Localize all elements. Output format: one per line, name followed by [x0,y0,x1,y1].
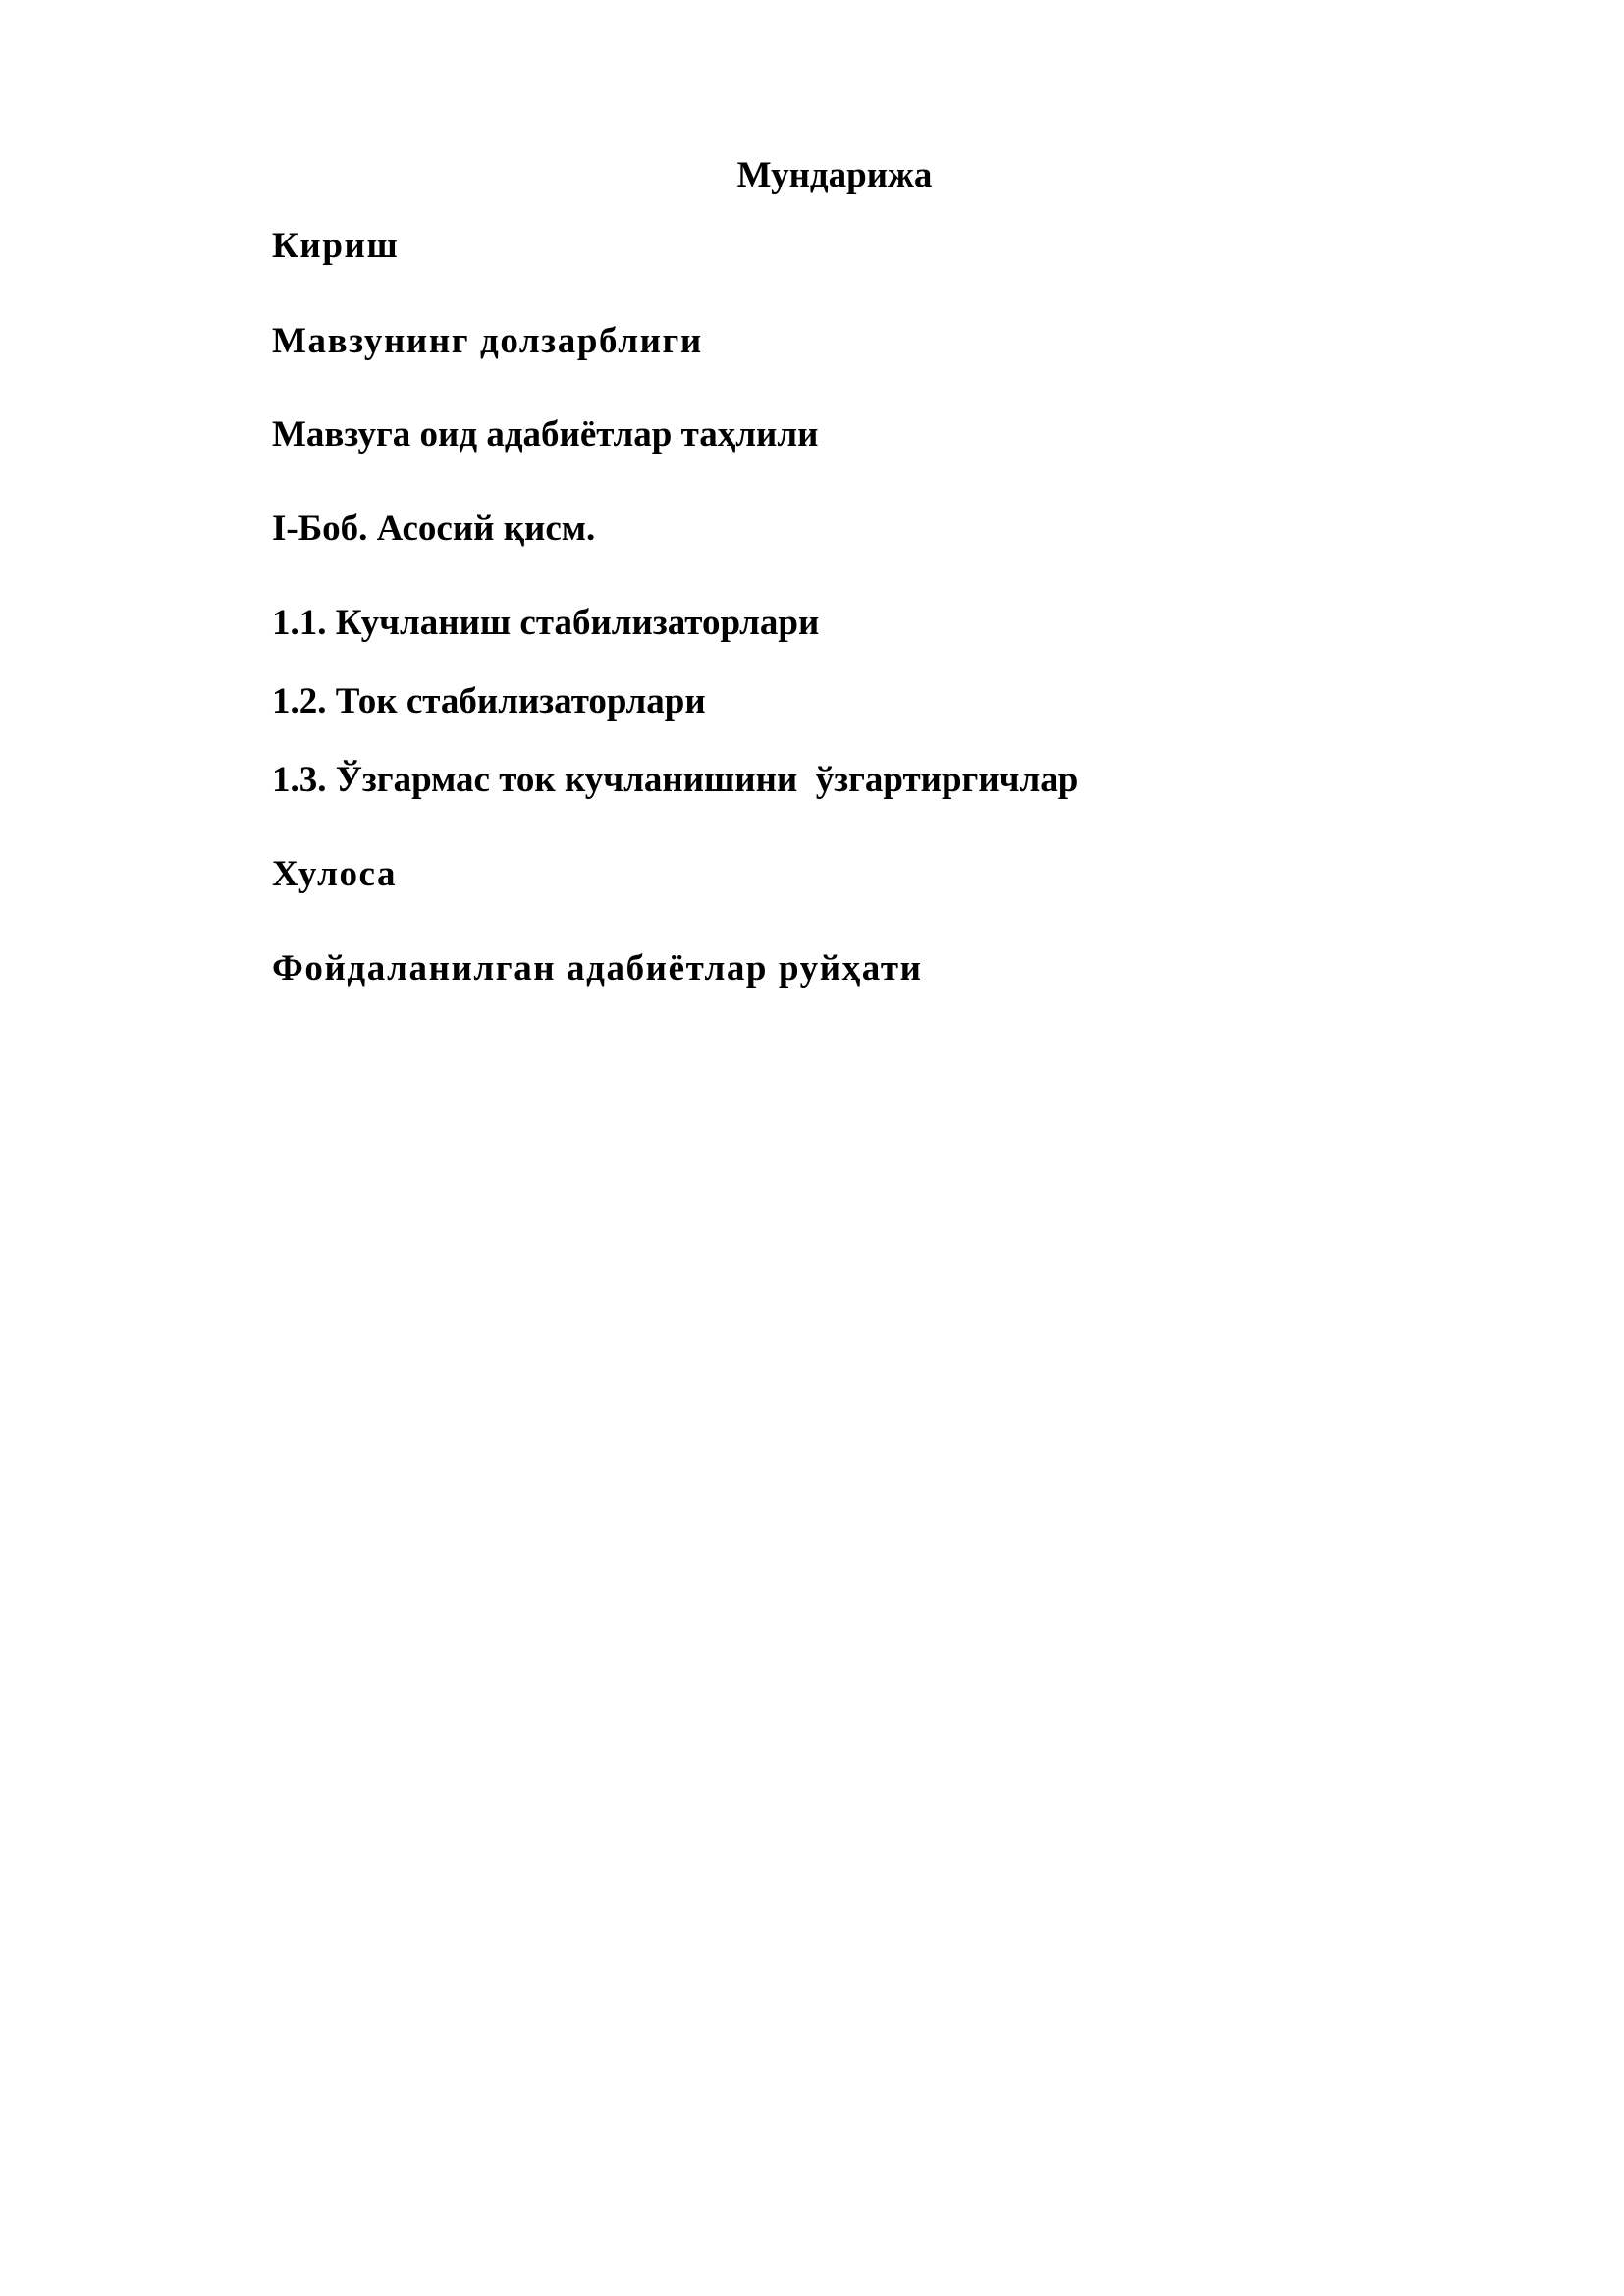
toc-item-section-1-2: 1.2. Ток стабилизаторлари [272,681,706,721]
toc-item-section-1-3: 1.3. Ўзгармас ток кучланишини ўзгартиргичлар [272,760,1079,800]
toc-item-chapter-1: I-Боб. Асосий қисм. [272,508,596,549]
toc-item-conclusion: Хулоса [272,854,398,894]
toc-item-section-1-1: 1.1. Кучланиш стабилизаторлари [272,603,820,643]
toc-item-introduction: Кириш [272,226,400,266]
toc-item-relevance: Мавзунинг долзарблиги [272,321,703,361]
toc-item-references: Фойдаланилган адабиётлар руйҳати [272,948,923,988]
toc-item-literature-review: Мавзуга оид адабиётлар таҳлили [272,414,819,454]
toc-title: Мундарижа [736,155,933,195]
